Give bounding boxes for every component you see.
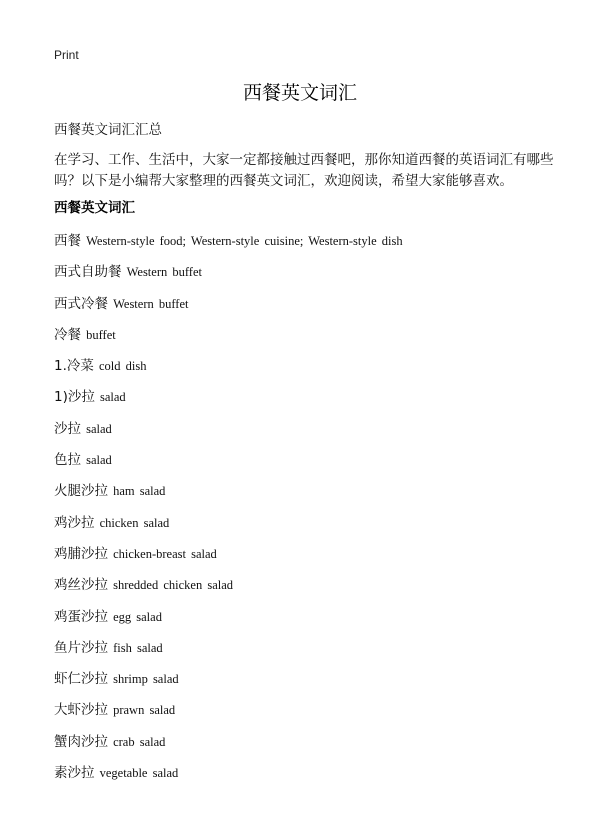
vocab-english-term: salad bbox=[86, 453, 112, 468]
vocab-chinese-term: 蟹肉沙拉 bbox=[54, 733, 108, 750]
vocab-chinese-term: 冷餐 bbox=[54, 326, 81, 343]
print-link[interactable]: Print bbox=[54, 48, 79, 62]
vocab-chinese-term: 色拉 bbox=[54, 452, 81, 469]
vocab-list bbox=[54, 230, 574, 793]
vocab-english-term: salad bbox=[99, 390, 126, 405]
vocab-chinese-term: 沙拉 bbox=[54, 420, 81, 437]
vocab-entry bbox=[54, 418, 574, 449]
vocab-chinese-term: 素沙拉 bbox=[54, 765, 95, 782]
vocab-english-term: vegetable salad bbox=[99, 766, 179, 781]
vocab-english-term: chicken-breast salad bbox=[113, 546, 217, 561]
vocab-entry bbox=[54, 637, 574, 668]
vocab-entry bbox=[54, 324, 574, 355]
page-title: 西餐英文词汇 bbox=[242, 82, 357, 104]
vocab-english-term: Western buffet bbox=[113, 296, 189, 311]
vocab-entry bbox=[54, 606, 574, 637]
vocab-english-term: buffet bbox=[86, 327, 116, 342]
vocab-chinese-term: 西式自助餐 bbox=[54, 264, 122, 281]
vocab-english-term: Western-style food; Western-style cuisine; Western-style dish bbox=[86, 234, 403, 248]
vocab-english-term: prawn salad bbox=[113, 703, 176, 718]
vocab-entry bbox=[54, 731, 574, 762]
section-heading: 西餐英文词汇 bbox=[54, 200, 135, 216]
vocab-entry bbox=[54, 293, 574, 324]
vocab-entry bbox=[54, 574, 574, 605]
vocab-chinese-term: 大虾沙拉 bbox=[54, 702, 108, 719]
vocab-english-term: Western buffet bbox=[126, 265, 202, 280]
vocab-english-term: chicken salad bbox=[99, 515, 170, 530]
vocab-entry bbox=[54, 762, 574, 793]
vocab-chinese-term: 1)沙拉 bbox=[54, 389, 95, 406]
vocab-english-term: crab salad bbox=[113, 734, 166, 749]
vocab-chinese-term: 鸡沙拉 bbox=[54, 514, 95, 531]
vocab-entry bbox=[54, 699, 574, 730]
vocab-chinese-term: 火腿沙拉 bbox=[54, 483, 108, 500]
vocab-entry bbox=[54, 386, 574, 417]
subtitle: 西餐英文词汇汇总 bbox=[54, 122, 162, 138]
vocab-entry bbox=[54, 261, 574, 292]
vocab-chinese-term: 西式冷餐 bbox=[54, 295, 108, 312]
vocab-english-term: salad bbox=[86, 421, 112, 436]
vocab-chinese-term: 1.冷菜 bbox=[54, 358, 94, 375]
vocab-english-term: egg salad bbox=[113, 609, 162, 624]
vocab-chinese-term: 鸡脯沙拉 bbox=[54, 545, 108, 562]
intro-paragraph: 在学习、工作、生活中，大家一定都接触过西餐吧，那你知道西餐的英语词汇有哪些吗？以下是小编帮大家整理的西餐英文词汇，欢迎阅读，希望大家能够喜欢。 bbox=[54, 152, 554, 189]
vocab-entry bbox=[54, 230, 574, 261]
vocab-entry bbox=[54, 543, 574, 574]
vocab-english-term: cold dish bbox=[98, 359, 147, 374]
vocab-english-term: shredded chicken salad bbox=[113, 578, 234, 593]
vocab-chinese-term: 鸡丝沙拉 bbox=[54, 577, 108, 594]
vocab-english-term: ham salad bbox=[113, 484, 166, 499]
vocab-chinese-term: 鱼片沙拉 bbox=[54, 639, 108, 656]
vocab-entry bbox=[54, 512, 574, 543]
vocab-chinese-term: 鸡蛋沙拉 bbox=[54, 608, 108, 625]
vocab-chinese-term: 虾仁沙拉 bbox=[54, 671, 108, 688]
vocab-entry bbox=[54, 355, 574, 386]
vocab-entry bbox=[54, 480, 574, 511]
vocab-entry bbox=[54, 668, 574, 699]
vocab-english-term: fish salad bbox=[113, 640, 163, 655]
vocab-english-term: shrimp salad bbox=[113, 672, 179, 687]
vocab-entry bbox=[54, 449, 574, 480]
vocab-chinese-term: 西餐 bbox=[54, 233, 81, 249]
